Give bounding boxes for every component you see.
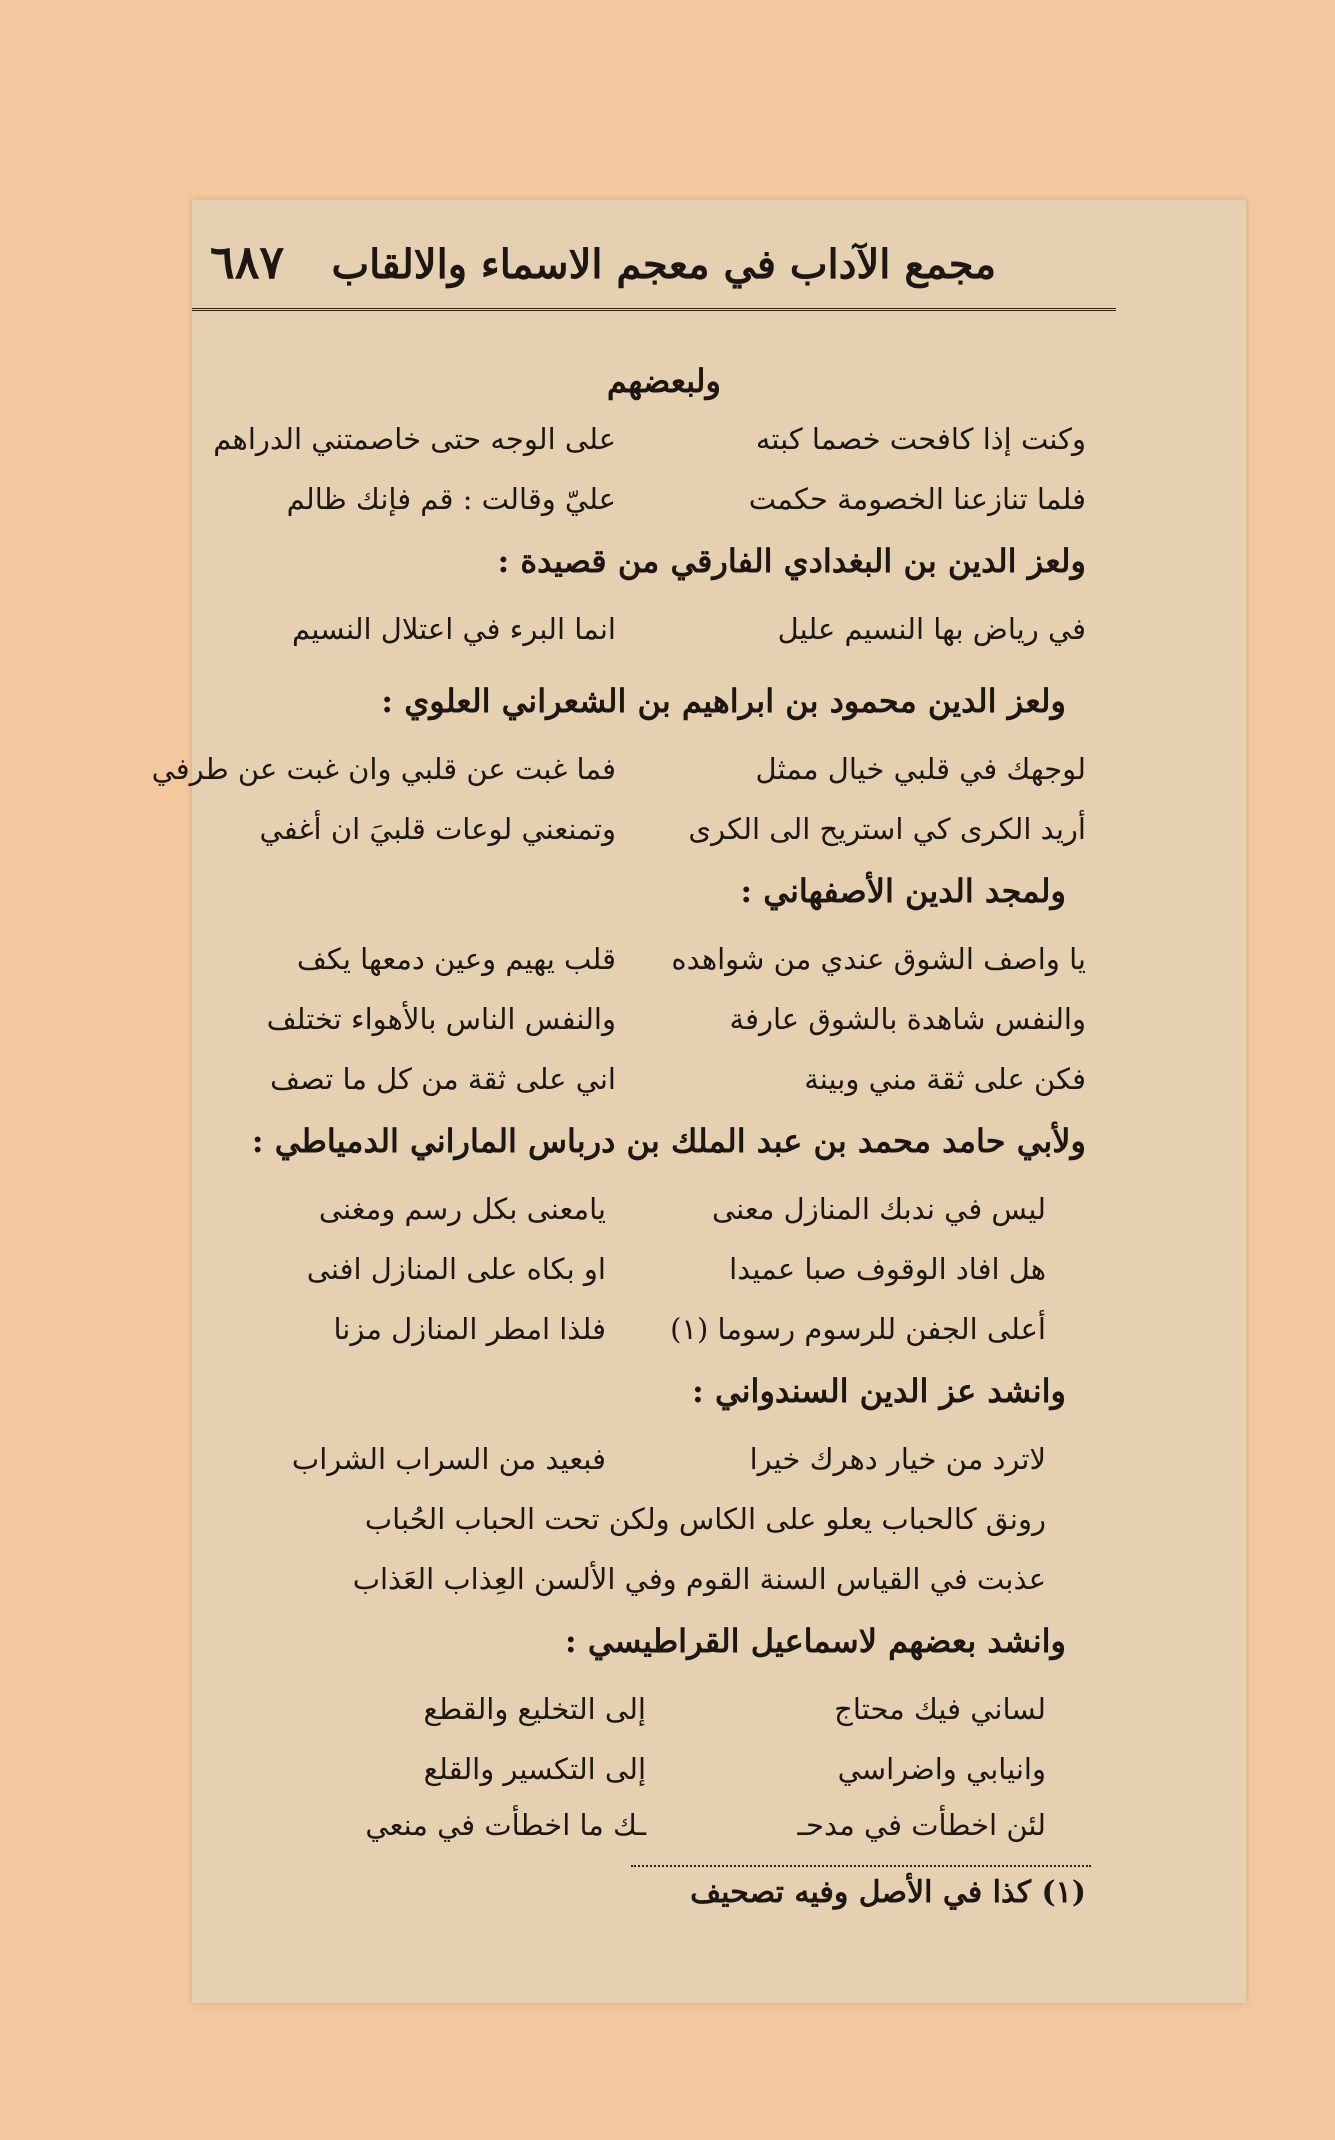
hemistich-second: قلب يهيم وعين دمعها يكف <box>296 942 616 976</box>
section-heading: ولمجد الدين الأصفهاني : <box>740 872 1066 910</box>
verse-line <box>232 612 1086 662</box>
page-content <box>151 200 1246 2003</box>
header-rule <box>192 308 1116 311</box>
verse-line <box>292 1752 1046 1802</box>
hemistich-first: ليس في ندبك المنازل معنى <box>711 1192 1046 1226</box>
hemistich-second: فبعيد من السراب الشراب <box>291 1442 606 1476</box>
hemistich-first: عذبت في القياس السنة القوم وفي الألسن العِذاب العَذاب <box>352 1562 1046 1596</box>
section-heading: ولأبي حامد محمد بن عبد الملك بن درباس الماراني الدمياطي : <box>251 1122 1086 1160</box>
verse-line <box>292 1312 1046 1362</box>
verse-line <box>151 752 1086 802</box>
hemistich-first: فكن على ثقة مني وبينة <box>804 1062 1086 1096</box>
hemistich-first: فلما تنازعنا الخصومة حكمت <box>748 482 1086 516</box>
verse-line <box>213 422 1086 472</box>
hemistich-first: هل افاد الوقوف صبا عميدا <box>729 1252 1046 1286</box>
verse-line <box>292 1442 1046 1492</box>
hemistich-first: لئن اخطأت في مدحـ <box>797 1808 1046 1842</box>
verse-line <box>232 1002 1086 1052</box>
verse-line <box>232 942 1086 992</box>
hemistich-first: لساني فيك محتاج <box>834 1692 1046 1726</box>
hemistich-second: اني على ثقة من كل ما تصف <box>270 1062 616 1096</box>
page-number: ٦٨٧ <box>210 235 285 289</box>
hemistich-first: لوجهك في قلبي خيال ممثل <box>755 752 1086 786</box>
hemistich-second: ـك ما اخطأت في منعي <box>365 1808 646 1842</box>
hemistich-first: وانيابي واضراسي <box>837 1752 1046 1786</box>
hemistich-second: على الوجه حتى خاصمتني الدراهم <box>213 422 616 456</box>
hemistich-first: أعلى الجفن للرسوم رسوما (١) <box>670 1312 1046 1346</box>
footnote: (١) كذا في الأصل وفيه تصحيف <box>690 1875 1086 1910</box>
verse-line <box>232 812 1086 862</box>
hemistich-first: في رياض بها النسيم عليل <box>777 612 1086 646</box>
hemistich-first: يا واصف الشوق عندي من شواهده <box>671 942 1086 976</box>
running-head: مجمع الآداب في معجم الاسماء والالقاب <box>331 241 996 288</box>
footnote-rule <box>631 1865 1091 1867</box>
page-header <box>192 235 1246 305</box>
hemistich-first: والنفس شاهدة بالشوق عارفة <box>729 1002 1086 1036</box>
verse-line <box>292 1808 1046 1858</box>
hemistich-second: إلى التكسير والقلع <box>423 1752 646 1786</box>
verse-line <box>292 1252 1046 1302</box>
verse-line <box>292 1502 1046 1552</box>
hemistich-first: أريد الكرى كي استريح الى الكرى <box>688 812 1086 846</box>
hemistich-second: يامعنى بكل رسم ومغنى <box>318 1192 606 1226</box>
hemistich-second: او بكاه على المنازل افنى <box>306 1252 606 1286</box>
hemistich-second: انما البرء في اعتلال النسيم <box>292 612 616 646</box>
hemistich-first: وكنت إذا كافحت خصما كبته <box>755 422 1086 456</box>
verse-line <box>232 482 1086 532</box>
section-heading: ولعز الدين محمود بن ابراهيم بن الشعراني العلوي : <box>381 682 1066 720</box>
section-heading: وانشد بعضهم لاسماعيل القراطيسي : <box>564 1622 1066 1660</box>
verse-line <box>292 1692 1046 1742</box>
hemistich-first: لاترد من خيار دهرك خيرا <box>749 1442 1046 1476</box>
verse-line <box>292 1562 1046 1612</box>
hemistich-second: إلى التخليع والقطع <box>423 1692 646 1726</box>
hemistich-second: وتمنعني لوعات قلبيَ ان أغفي <box>259 812 616 846</box>
hemistich-second: والنفس الناس بالأهواء تختلف <box>266 1002 616 1036</box>
hemistich-first: رونق كالحباب يعلو على الكاس ولكن تحت الحباب الحُباب <box>364 1502 1046 1536</box>
book-page <box>151 200 1246 2003</box>
section-heading: وانشد عز الدين السندواني : <box>692 1372 1066 1410</box>
section-heading: ولعز الدين بن البغدادي الفارقي من قصيدة : <box>497 542 1086 580</box>
hemistich-second: عليّ وقالت : قم فإنك ظالم <box>286 482 616 516</box>
hemistich-second: فلذا امطر المنازل مزنا <box>333 1312 606 1346</box>
section-heading: ولبعضهم <box>606 362 721 400</box>
verse-line <box>232 1062 1086 1112</box>
verse-line <box>292 1192 1046 1242</box>
hemistich-second: فما غبت عن قلبي وان غبت عن طرفي <box>151 752 616 786</box>
